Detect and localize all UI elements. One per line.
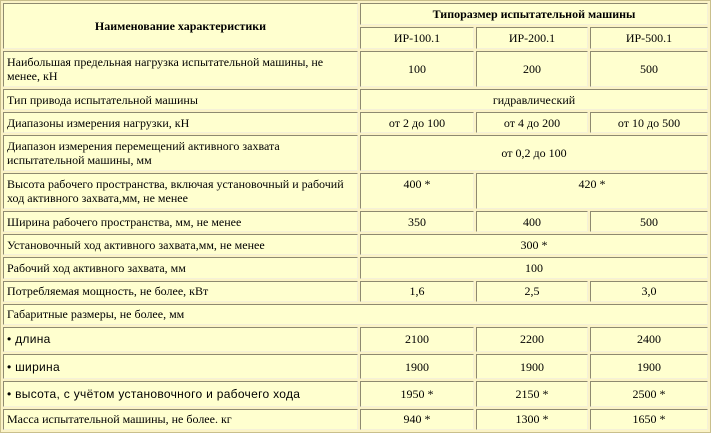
cell-power-ir200: 2,5 xyxy=(476,281,588,302)
row-label-length: • длина xyxy=(3,327,358,352)
header-model-ir500: ИР-500.1 xyxy=(590,27,708,49)
cell-work-space-width-ir500: 500 xyxy=(590,211,708,232)
header-type-group: Типоразмер испытательной машины xyxy=(360,3,708,25)
cell-width-ir100: 1900 xyxy=(360,354,474,379)
row-label-dimensions-header: Габаритные размеры, не более, мм xyxy=(3,304,708,325)
table-row xyxy=(3,135,708,171)
table-row xyxy=(3,354,708,379)
cell-width-ir500: 1900 xyxy=(590,354,708,379)
cell-length-ir200: 2200 xyxy=(476,327,588,352)
table-row xyxy=(3,173,708,209)
cell-max-load-ir100: 100 xyxy=(360,51,474,87)
cell-mass-ir500: 1650 * xyxy=(590,409,708,430)
cell-load-ranges-ir200: от 4 до 200 xyxy=(476,112,588,133)
row-label-load-ranges: Диапазоны измерения нагрузки, кН xyxy=(3,112,358,133)
cell-install-stroke: 300 * xyxy=(360,234,708,255)
cell-max-load-ir200: 200 xyxy=(476,51,588,87)
table-row xyxy=(3,89,708,110)
header-characteristic-name: Наименование характеристики xyxy=(3,3,358,49)
cell-mass-ir200: 1300 * xyxy=(476,409,588,430)
row-label-drive-type: Тип привода испытательной машины xyxy=(3,89,358,110)
row-label-max-load: Наибольшая предельная нагрузка испытательной машины, не менее, кН xyxy=(3,51,358,87)
cell-height-ir500: 2500 * xyxy=(590,381,708,406)
cell-power-ir100: 1,6 xyxy=(360,281,474,302)
cell-load-ranges-ir100: от 2 до 100 xyxy=(360,112,474,133)
cell-work-space-height-ir200-500: 420 * xyxy=(476,173,708,209)
cell-height-ir100: 1950 * xyxy=(360,381,474,406)
header-model-ir100: ИР-100.1 xyxy=(360,27,474,49)
table-row xyxy=(3,234,708,255)
cell-work-stroke: 100 xyxy=(360,257,708,278)
row-label-mass: Масса испытательной машины, не более. кг xyxy=(3,409,358,430)
table-row xyxy=(3,409,708,430)
table-row xyxy=(3,304,708,325)
header-model-ir200: ИР-200.1 xyxy=(476,27,588,49)
cell-displacement-range: от 0,2 до 100 xyxy=(360,135,708,171)
row-label-install-stroke: Установочный ход активного захвата,мм, не менее xyxy=(3,234,358,255)
row-label-work-stroke: Рабочий ход активного захвата, мм xyxy=(3,257,358,278)
row-label-width: • ширина xyxy=(3,354,358,379)
table-row xyxy=(3,51,708,87)
row-label-power: Потребляемая мощность, не более, кВт xyxy=(3,281,358,302)
cell-height-ir200: 2150 * xyxy=(476,381,588,406)
cell-work-space-height-ir100: 400 * xyxy=(360,173,474,209)
row-label-work-space-height: Высота рабочего пространства, включая установочный и рабочий ход активного захвата,мм, не менее xyxy=(3,173,358,209)
cell-work-space-width-ir100: 350 xyxy=(360,211,474,232)
table-row xyxy=(3,281,708,302)
cell-work-space-width-ir200: 400 xyxy=(476,211,588,232)
row-label-displacement-range: Диапазон измерения перемещений активного захвата испытательной машины, мм xyxy=(3,135,358,171)
cell-load-ranges-ir500: от 10 до 500 xyxy=(590,112,708,133)
cell-max-load-ir500: 500 xyxy=(590,51,708,87)
cell-length-ir500: 2400 xyxy=(590,327,708,352)
cell-width-ir200: 1900 xyxy=(476,354,588,379)
table-row xyxy=(3,211,708,232)
row-label-height: • высота, с учётом установочного и рабочего хода xyxy=(3,381,358,406)
cell-drive-type: гидравлический xyxy=(360,89,708,110)
table-row xyxy=(3,112,708,133)
table-row xyxy=(3,381,708,406)
table-row xyxy=(3,327,708,352)
row-label-work-space-width: Ширина рабочего пространства, мм, не менее xyxy=(3,211,358,232)
table-row xyxy=(3,257,708,278)
cell-power-ir500: 3,0 xyxy=(590,281,708,302)
cell-mass-ir100: 940 * xyxy=(360,409,474,430)
cell-length-ir100: 2100 xyxy=(360,327,474,352)
